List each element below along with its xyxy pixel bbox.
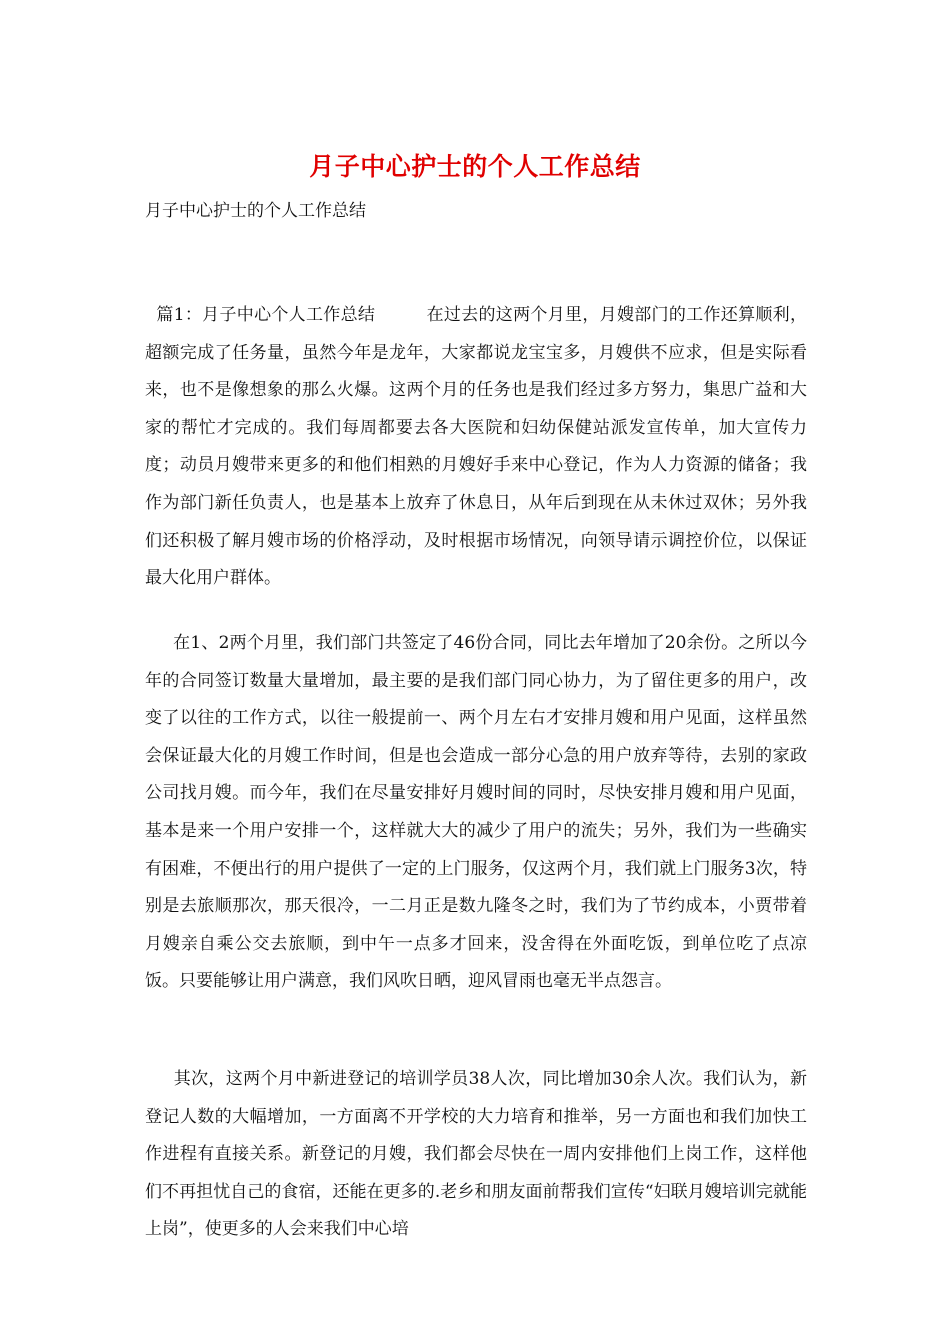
paragraph-3: 其次，这两个月中新进登记的培训学员38人次，同比增加30余人次。我们认为，新登记人数的大幅增加，一方面离不开学校的大力培育和推举，另一方面也和我们加快工作进程有直接关系。新登记的月嫂，我们都会尽快在一周内安排他们上岗工作，这样他们不再担忧自己的食宿，还能在更多的.老乡和朋友面前帮我们宣传“妇联月嫂培训完就能上岗”，使更多的人会来我们中心培 <box>145 1069 807 1240</box>
paragraph-2: 在1、2两个月里，我们部门共签定了46份合同，同比去年增加了20余份。之所以今年的合同签订数量大量增加，最主要的是我们部门同心协力，为了留住更多的用户，改变了以往的工作方式，以往一般提前一、两个月左右才安排月嫂和用户见面，这样虽然会保证最大化的月嫂工作时间，但是也会造成一部分心急的用户放弃等待，去别的家政公司找月嫂。而今年，我们在尽量安排好月嫂时间的同时，尽快安排月嫂和用户见面，基本是来一个用户安排一个，这样就大大的减少了用户的流失；另外，我们为一些确实有困难，不便出行的用户提供了一定的上门服务，仅这两个月，我们就上门服务3次，特别是去旅顺那次，那天很冷，一二月正是数九隆冬之时，我们为了节约成本，小贾带着月嫂亲自乘公交去旅顺，到中午一点多才回来，没舍得在外面吃饭，到单位吃了点凉饭。只要能够让用户满意，我们风吹日晒，迎风冒雨也毫无半点怨言。 <box>145 633 807 992</box>
paragraph-1: 篇1：月子中心个人工作总结 在过去的这两个月里，月嫂部门的工作还算顺利，超额完成了任务量，虽然今年是龙年，大家都说龙宝宝多，月嫂供不应求，但是实际看来，也不是像想象的那么火爆。这两个月的任务也是我们经过多方努力，集思广益和大家的帮忙才完成的。我们每周都要去各大医院和妇幼保健站派发宣传单，加大宣传力度；动员月嫂带来更多的和他们相熟的月嫂好手来中心登记，作为人力资源的储备；我作为部门新任负责人，也是基本上放弃了休息日，从年后到现在从未休过双休；另外我们还积极了解月嫂市场的价格浮动，及时根据市场情况，向领导请示调控价位，以保证最大化用户群体。 <box>145 305 807 589</box>
document-subtitle: 月子中心护士的个人工作总结 <box>145 201 366 221</box>
document-title: 月子中心护士的个人工作总结 <box>309 152 641 181</box>
